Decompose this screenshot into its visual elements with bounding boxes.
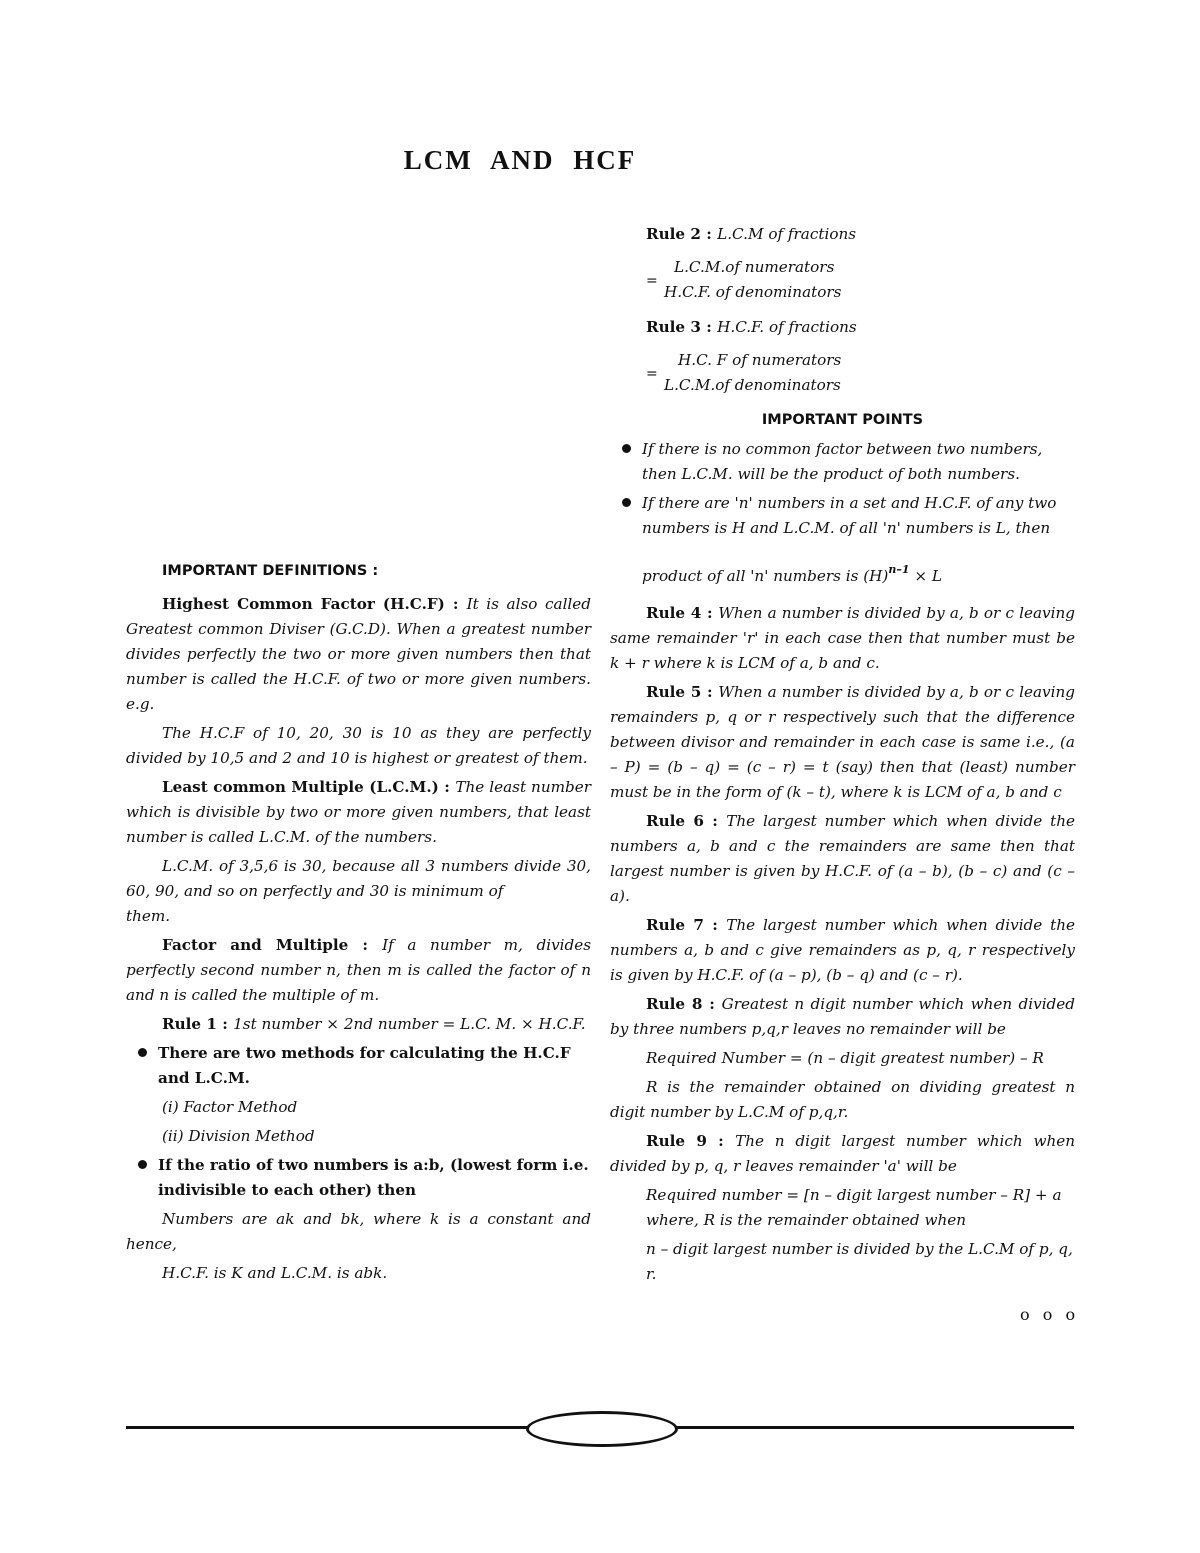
rule-6-text: The largest number which when divide the numbers a, b and c the remainders are same then that largest number is given by H.C.F. of (a – b), (b – c) and (c – a). [610, 812, 1075, 905]
point-2-formula [610, 557, 1075, 589]
hcf-term: Highest Common Factor (H.C.F) : [162, 595, 467, 613]
lcm-example-end: them. [126, 907, 171, 925]
rule-2-formula [610, 255, 1075, 307]
rule-9-label: Rule 9 : [646, 1132, 736, 1150]
rule-2 [610, 222, 1075, 247]
point-2-exponent: n–1 [888, 563, 910, 576]
point-2-formula-end: × L [909, 567, 942, 585]
rule-2-label: Rule 2 : [646, 225, 718, 243]
rule-7 [610, 913, 1075, 988]
rule-8-label: Rule 8 : [646, 995, 722, 1013]
page-title: LCM AND HCF [403, 145, 637, 175]
rule-8-formula: Required Number = (n – digit greatest number) – R [646, 1049, 1044, 1067]
bullet-methods [126, 1041, 591, 1091]
rule-1 [126, 1012, 591, 1037]
point-1 [610, 437, 1075, 487]
rule-2-text: L.C.M of fractions [717, 225, 857, 243]
bullet-icon [138, 1048, 147, 1057]
rule-3-label: Rule 3 : [646, 318, 718, 336]
factor-multiple-definition [126, 933, 591, 1008]
rule-9-text: The n digit largest number which when divided by p, q, r leaves remainder 'a' will be [610, 1132, 1075, 1175]
end-mark: o o o [1020, 1305, 1080, 1324]
rule-1-label: Rule 1 : [162, 1015, 234, 1033]
rule-3-formula [610, 348, 1075, 400]
hcf-definition [126, 592, 591, 717]
hcf-text: It is also called Greatest common Diviser (G.C.D). When a greatest number divides perfectly the two or more given numbers then that number is called the H.C.F. of two or more given numbers. e.g. [126, 595, 591, 713]
lcm-term: Least common Multiple (L.C.M.) : [162, 778, 456, 796]
point-2-text: If there are 'n' numbers in a set and H.C.F. of any two numbers is H and L.C.M. of all 'n' numbers is L, then [642, 494, 1057, 537]
rule-8-note: R is the remainder obtained on dividing greatest n digit number by L.C.M of p,q,r. [610, 1078, 1075, 1121]
bullet-ratio [126, 1153, 591, 1203]
bullet-methods-text: There are two methods for calculating the H.C.F and L.C.M. [158, 1044, 571, 1087]
method-division: (ii) Division Method [162, 1127, 315, 1145]
rule-8-text: Greatest n digit number which when divided by three numbers p,q,r leaves no remainder will be [610, 995, 1075, 1038]
factor-multiple-text: If a number m, divides perfectly second number n, then m is called the factor of n and n is called the multiple of m. [126, 936, 592, 1004]
rule-4-label: Rule 4 : [646, 604, 719, 622]
point-1-text: If there is no common factor between two numbers, then L.C.M. will be the product of both numbers. [642, 440, 1043, 483]
rule-3-numerator: H.C. F of numerators [678, 351, 842, 369]
definitions-heading: IMPORTANT DEFINITIONS : [162, 563, 379, 579]
lcm-example: L.C.M. of 3,5,6 is 30, because all 3 numbers divide 30, 60, 90, and so on perfectly and 30 is minimum of [126, 857, 591, 900]
bullet-ratio-text: If the ratio of two numbers is a:b, (lowest form i.e. indivisible to each other) then [158, 1156, 589, 1199]
rule-8 [610, 992, 1075, 1042]
bullet-icon [622, 498, 631, 507]
rule-1-text: 1st number × 2nd number = L.C. M. × H.C.F. [233, 1015, 586, 1033]
rule-9-where: where, R is the remainder obtained when [646, 1211, 967, 1229]
rule-5-text: When a number is divided by a, b or c leaving remainders p, q or r respectively such that the difference between divisor and remainder in each case is same i.e., (a – P) = (b – q) = (c – r) = t (say) then that (least) number must be in the form of (k – t), where k is LCM of a, b and c [610, 683, 1075, 801]
ratio-result: H.C.F. is K and L.C.M. is abk. [162, 1264, 388, 1282]
right-column [610, 222, 1075, 1287]
lcm-definition [126, 775, 591, 850]
rule-9-note: n – digit largest number is divided by the L.C.M of p, q, r. [646, 1240, 1073, 1283]
rule-9-formula: Required number = [n – digit largest number – R] + a [646, 1186, 1062, 1204]
factor-multiple-term: Factor and Multiple : [162, 936, 383, 954]
rule-4 [610, 601, 1075, 676]
method-factor: (i) Factor Method [162, 1098, 298, 1116]
rule-2-denominator: H.C.F. of denominators [664, 283, 842, 301]
rule-6-label: Rule 6 : [646, 812, 727, 830]
rule-7-text: The largest number which when divide the numbers a, b and c give remainders as p, q, r respectively is given by H.C.F. of (a – p), (b – q) and (c – r). [610, 916, 1075, 984]
rule-3-text: H.C.F. of fractions [717, 318, 857, 336]
rule-3-denominator: L.C.M.of denominators [664, 376, 841, 394]
bullet-icon [138, 1160, 147, 1169]
hcf-example: The H.C.F of 10, 20, 30 is 10 as they are perfectly divided by 10,5 and 2 and 10 is highest or greatest of them. [126, 724, 591, 767]
rule-7-label: Rule 7 : [646, 916, 727, 934]
rule-5-label: Rule 5 : [646, 683, 719, 701]
rule-3-equals: = [646, 366, 658, 382]
lcm-text: The least number which is divisible by two or more given numbers, that least number is called L.C.M. of the numbers. [126, 778, 591, 846]
rule-4-text: When a number is divided by a, b or c leaving same remainder 'r' in each case then that number must be k + r where k is LCM of a, b and c. [610, 604, 1075, 672]
rule-6 [610, 809, 1075, 909]
rule-9 [610, 1129, 1075, 1179]
ratio-text: Numbers are ak and bk, where k is a constant and hence, [126, 1210, 591, 1253]
rule-2-equals: = [646, 273, 658, 289]
left-column [126, 559, 591, 1286]
rule-5 [610, 680, 1075, 805]
point-2 [610, 491, 1075, 541]
point-2-formula-start: product of all 'n' numbers is (H) [642, 567, 889, 585]
page-number-oval [526, 1411, 678, 1447]
rule-3 [610, 315, 1075, 340]
rule-2-numerator: L.C.M.of numerators [674, 258, 835, 276]
points-heading: IMPORTANT POINTS [761, 412, 924, 428]
bullet-icon [622, 444, 631, 453]
